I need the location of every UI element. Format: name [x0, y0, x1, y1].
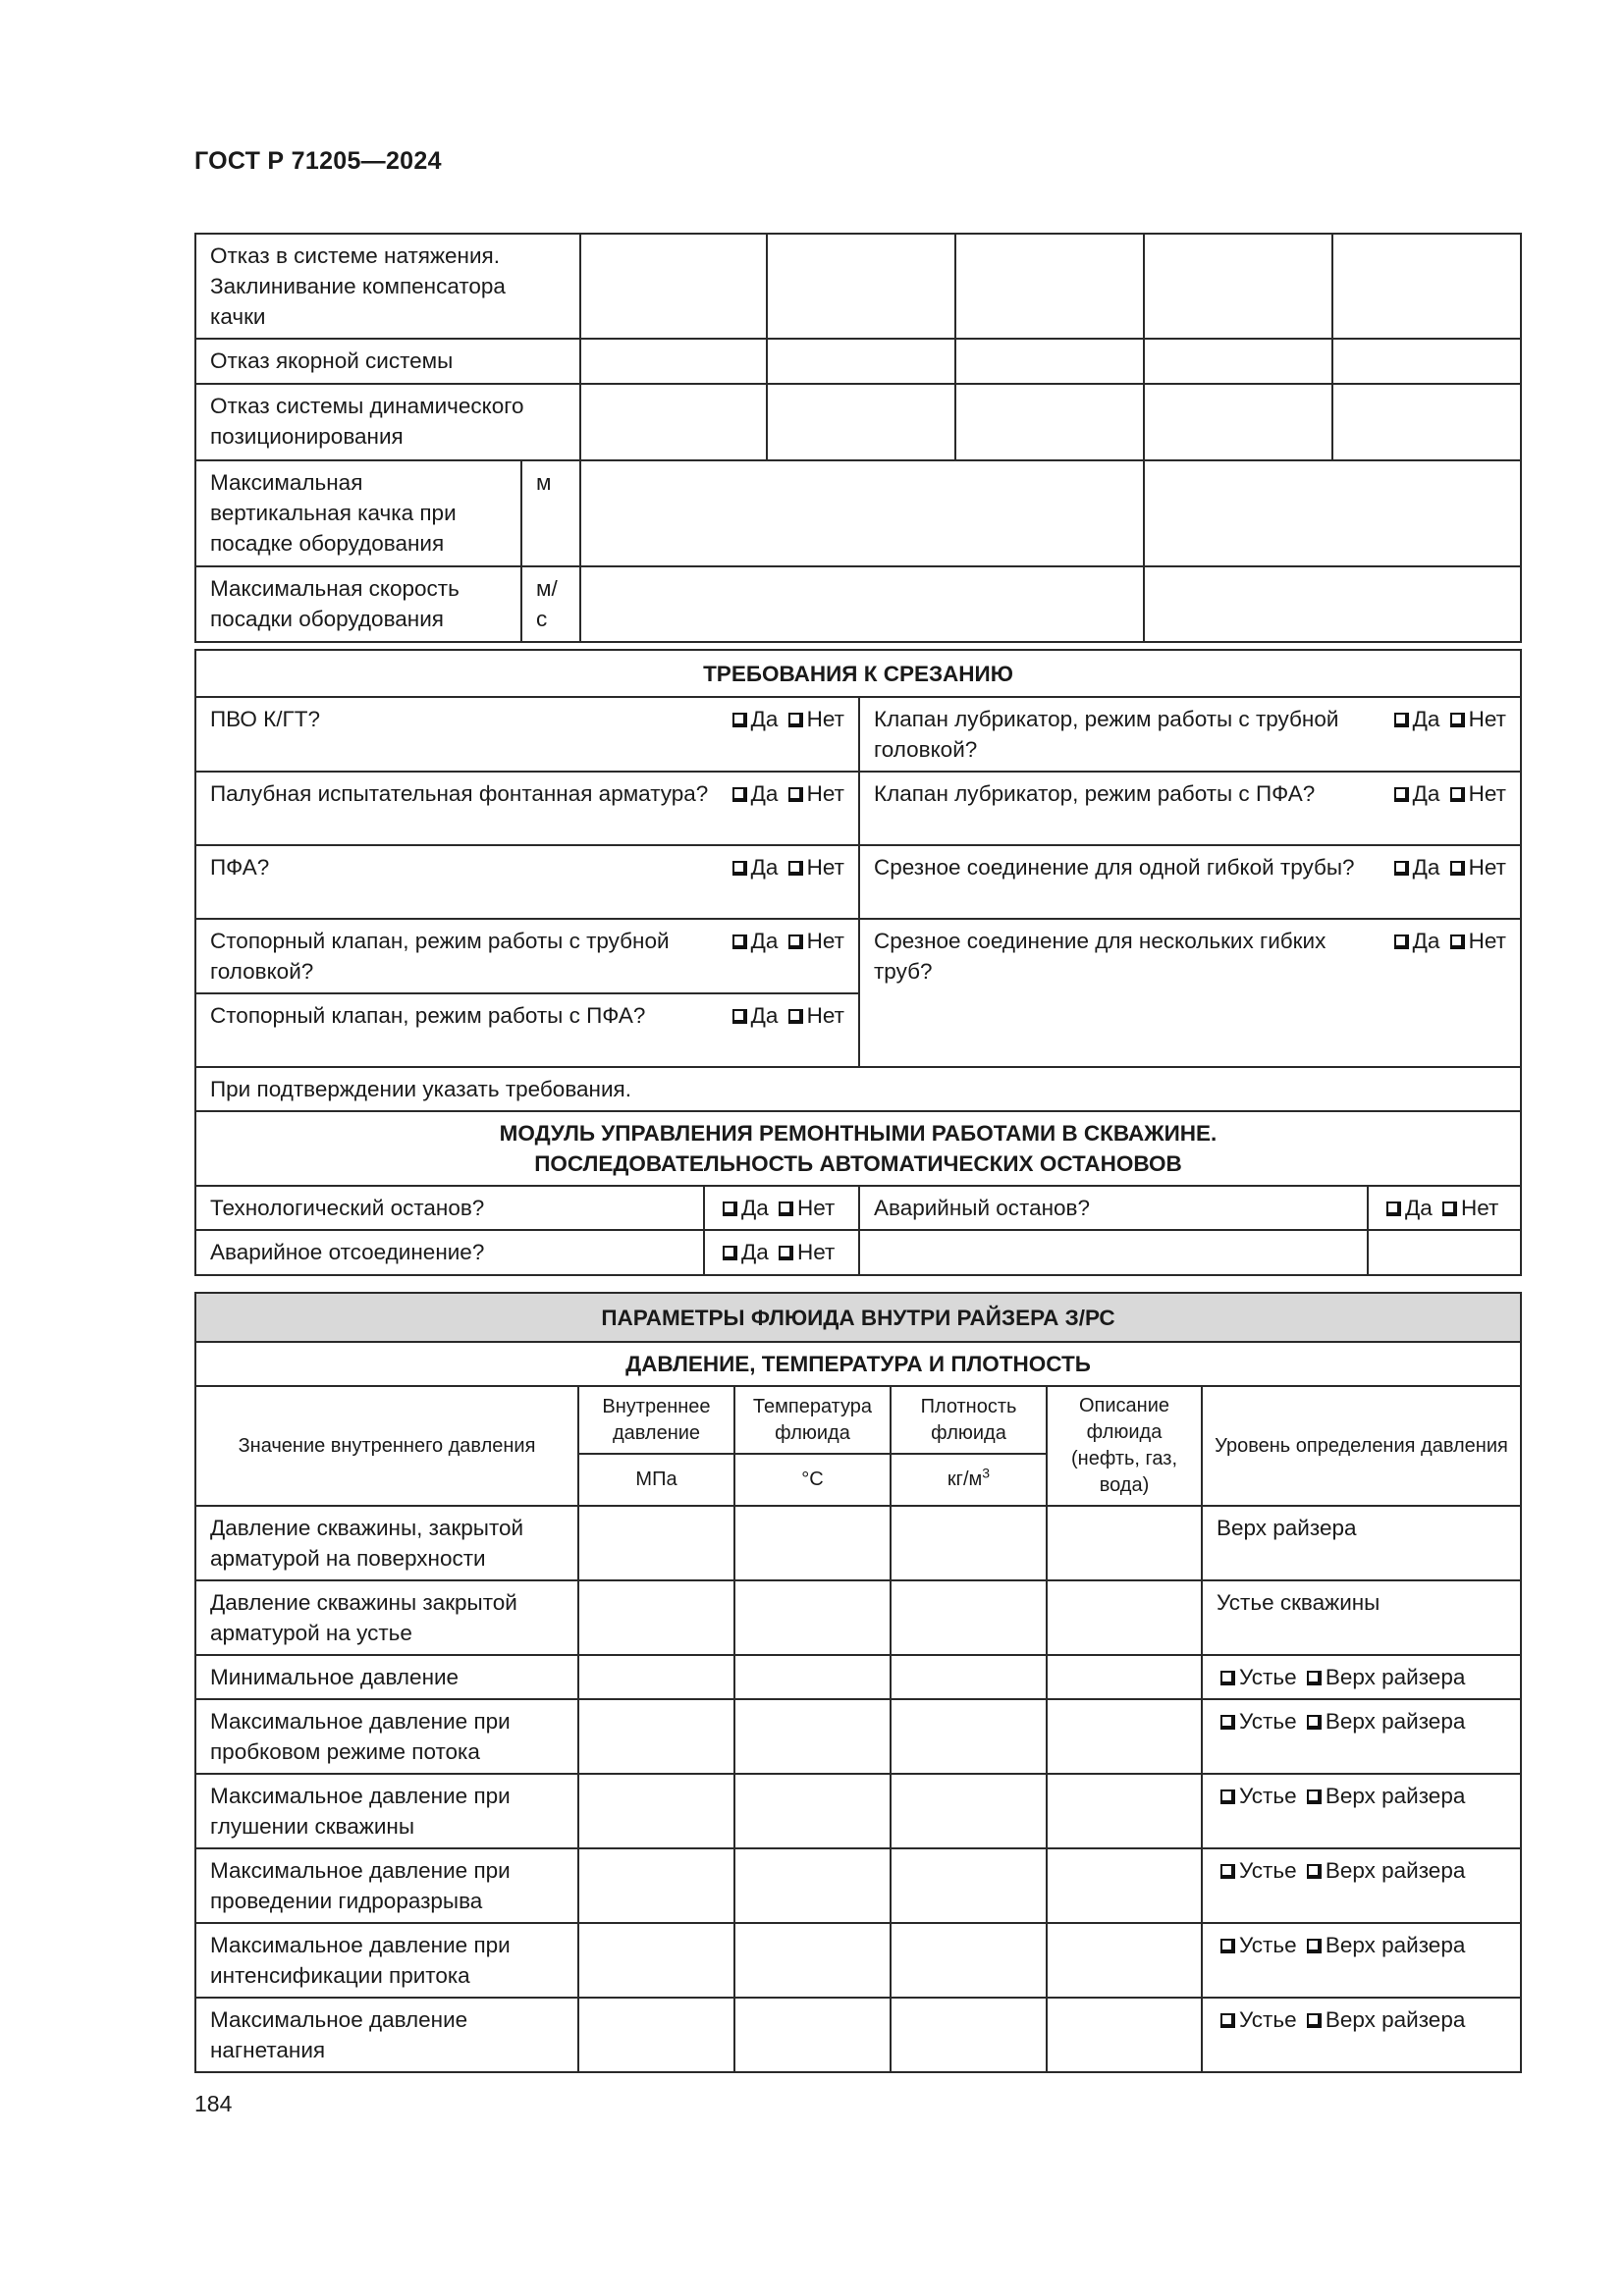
row-label: Отказ в системе натяжения. Заклинивание компенсатора качки — [195, 234, 580, 339]
wellhead-option[interactable]: Устье — [1217, 1665, 1297, 1689]
value-cell[interactable] — [578, 1923, 734, 1998]
row-label: Минимальное давление — [195, 1655, 578, 1699]
yes-option[interactable]: Да — [729, 855, 779, 880]
yes-no-question — [210, 1000, 844, 1031]
table-row — [195, 1848, 1521, 1923]
row-label: Отказ системы динамического позиционирования — [195, 384, 580, 460]
yes-option[interactable]: Да — [1390, 929, 1440, 953]
value-cell[interactable] — [1047, 1699, 1202, 1774]
value-cell[interactable] — [1144, 339, 1332, 384]
riser-top-option[interactable]: Верх райзера — [1303, 2007, 1465, 2032]
value-cell[interactable] — [580, 339, 767, 384]
table-row — [195, 1342, 1521, 1386]
value-cell[interactable] — [1144, 384, 1332, 460]
value-cell[interactable] — [1047, 1774, 1202, 1848]
question-text: Клапан лубрикатор, режим работы с ПФА? — [874, 781, 1316, 806]
checkbox-icon[interactable] — [788, 713, 803, 727]
value-cell[interactable] — [1047, 1655, 1202, 1699]
checkbox-icon[interactable] — [723, 1201, 737, 1216]
table-row — [195, 1293, 1521, 1342]
yes-option[interactable]: Да — [1390, 707, 1440, 731]
value-cell[interactable] — [734, 1580, 891, 1655]
checkbox-icon[interactable] — [1220, 2013, 1235, 2028]
table-row — [195, 566, 1521, 642]
value-cell[interactable] — [891, 1580, 1047, 1655]
wellhead-option[interactable]: Устье — [1217, 1933, 1297, 1957]
level-options — [1202, 1998, 1521, 2072]
value-cell[interactable] — [578, 1580, 734, 1655]
level-options — [1202, 1923, 1521, 1998]
value-cell[interactable] — [891, 1655, 1047, 1699]
level-options — [1202, 1848, 1521, 1923]
checkbox-icon[interactable] — [1220, 1939, 1235, 1953]
yes-option[interactable]: Да — [719, 1196, 769, 1220]
column-header: Температура флюида — [734, 1386, 891, 1454]
note-text: При подтверждении указать требования. — [195, 1067, 1521, 1111]
table-row — [195, 919, 1521, 993]
section-title: ПАРАМЕТРЫ ФЛЮИДА ВНУТРИ РАЙЗЕРА З/РС — [195, 1293, 1521, 1342]
row-label: Максимальное давление нагнетания — [195, 1998, 578, 2072]
value-cell[interactable] — [580, 234, 767, 339]
table-row — [195, 1230, 1521, 1275]
failure-parameters-table — [194, 233, 1522, 643]
yes-option[interactable]: Да — [729, 1003, 779, 1028]
unit-cell: м/с — [521, 566, 580, 642]
yes-no-question — [210, 926, 844, 987]
row-label: Максимальное давление при проведении гидроразрыва — [195, 1848, 578, 1923]
checkbox-icon[interactable] — [779, 1246, 793, 1260]
unit-header: $кг/м^3$ — [891, 1454, 1047, 1506]
shear-requirements-table — [194, 649, 1522, 1276]
yes-option[interactable]: Да — [719, 1240, 769, 1264]
no-option[interactable]: Нет — [1446, 929, 1506, 953]
question-text: Стопорный клапан, режим работы с трубной головкой? — [210, 929, 670, 984]
yes-option[interactable]: Да — [729, 929, 779, 953]
row-label: Максимальная вертикальная качка при посадке оборудования — [195, 460, 521, 566]
no-option[interactable]: Нет — [775, 1196, 835, 1220]
unit-header: °С — [734, 1454, 891, 1506]
table-row — [195, 460, 1521, 566]
table-row — [195, 1699, 1521, 1774]
fluid-parameters-table — [194, 1292, 1522, 2073]
table-row — [195, 384, 1521, 460]
table-row — [195, 234, 1521, 339]
checkbox-icon[interactable] — [732, 787, 747, 802]
no-option[interactable]: Нет — [785, 855, 844, 880]
row-label: Отказ якорной системы — [195, 339, 580, 384]
column-header: Значение внутреннего давления — [195, 1386, 578, 1506]
row-label: Максимальная скорость посадки оборудования — [195, 566, 521, 642]
checkbox-icon[interactable] — [788, 1009, 803, 1024]
row-label: Максимальное давление при глушении скважины — [195, 1774, 578, 1848]
riser-top-option[interactable]: Верх райзера — [1303, 1709, 1465, 1734]
question-text: Технологический останов? — [195, 1186, 704, 1230]
value-cell[interactable] — [955, 234, 1144, 339]
value-cell[interactable] — [1144, 566, 1521, 642]
checkbox-icon[interactable] — [1307, 1939, 1322, 1953]
row-label: Давление скважины, закрытой арматурой на поверхности — [195, 1506, 578, 1580]
value-cell[interactable] — [578, 1848, 734, 1923]
checkbox-icon[interactable] — [1386, 1201, 1401, 1216]
value-cell[interactable] — [734, 1506, 891, 1580]
level-text: Устье скважины — [1202, 1580, 1521, 1655]
value-cell[interactable] — [1332, 234, 1521, 339]
no-option[interactable]: Нет — [1446, 707, 1506, 731]
level-options — [1202, 1655, 1521, 1699]
value-cell[interactable] — [1047, 1506, 1202, 1580]
value-cell[interactable] — [1332, 384, 1521, 460]
checkbox-icon[interactable] — [1450, 787, 1465, 802]
yes-no-question — [874, 778, 1506, 809]
value-cell[interactable] — [578, 1699, 734, 1774]
value-cell[interactable] — [580, 460, 1144, 566]
value-cell[interactable] — [580, 566, 1144, 642]
question-text: Стопорный клапан, режим работы с ПФА? — [210, 1003, 646, 1028]
value-cell[interactable] — [734, 1655, 891, 1699]
checkbox-icon[interactable] — [1450, 934, 1465, 949]
level-text: Верх райзера — [1202, 1506, 1521, 1580]
no-option[interactable]: Нет — [785, 781, 844, 806]
yes-no-question — [210, 778, 844, 809]
question-text: ПФА? — [210, 855, 270, 880]
yes-option[interactable]: Да — [1382, 1196, 1433, 1220]
no-option[interactable]: Нет — [1446, 781, 1506, 806]
no-option[interactable]: Нет — [785, 929, 844, 953]
table-row — [195, 1998, 1521, 2072]
value-cell[interactable] — [1332, 339, 1521, 384]
checkbox-icon[interactable] — [1220, 1671, 1235, 1685]
yes-option[interactable]: Да — [1390, 781, 1440, 806]
question-text: Клапан лубрикатор, режим работы с трубной головкой? — [874, 707, 1339, 762]
riser-top-option[interactable]: Верх райзера — [1303, 1933, 1465, 1957]
yes-option[interactable]: Да — [729, 707, 779, 731]
document-header: ГОСТ Р 71205—2024 — [194, 147, 442, 175]
riser-top-option[interactable]: Верх райзера — [1303, 1665, 1465, 1689]
checkbox-icon[interactable] — [1307, 1715, 1322, 1730]
yes-no-question — [210, 704, 844, 734]
table-row — [195, 1923, 1521, 1998]
question-text: Аварийный останов? — [859, 1186, 1368, 1230]
row-label: Максимальное давление при пробковом режиме потока — [195, 1699, 578, 1774]
wellhead-option[interactable]: Устье — [1217, 1784, 1297, 1808]
checkbox-icon[interactable] — [1307, 1864, 1322, 1879]
value-cell[interactable] — [578, 1774, 734, 1848]
checkbox-icon[interactable] — [732, 1009, 747, 1024]
value-cell[interactable] — [1047, 1923, 1202, 1998]
question-text: Срезное соединение для нескольких гибких труб? — [874, 929, 1326, 984]
question-text: Срезное соединение для одной гибкой трубы? — [874, 855, 1355, 880]
section-subtitle: ДАВЛЕНИЕ, ТЕМПЕРАТУРА И ПЛОТНОСТЬ — [195, 1342, 1521, 1386]
value-cell[interactable] — [891, 1506, 1047, 1580]
value-cell[interactable] — [955, 339, 1144, 384]
value-cell[interactable] — [734, 1923, 891, 1998]
value-cell[interactable] — [891, 1699, 1047, 1774]
checkbox-icon[interactable] — [788, 861, 803, 876]
question-text: Палубная испытательная фонтанная арматура? — [210, 781, 709, 806]
column-header: Внутреннее давление — [578, 1386, 734, 1454]
checkbox-icon[interactable] — [788, 934, 803, 949]
table-row — [195, 697, 1521, 772]
unit-cell: м — [521, 460, 580, 566]
value-cell[interactable] — [734, 1699, 891, 1774]
level-options — [1202, 1699, 1521, 1774]
value-cell[interactable] — [1144, 234, 1332, 339]
value-cell[interactable] — [1047, 1848, 1202, 1923]
checkbox-icon[interactable] — [788, 787, 803, 802]
yes-no-question — [210, 852, 844, 882]
no-option[interactable]: Нет — [1438, 1196, 1498, 1220]
checkbox-icon[interactable] — [1450, 713, 1465, 727]
table-row — [195, 1186, 1521, 1230]
value-cell[interactable] — [767, 384, 955, 460]
table-row — [195, 1067, 1521, 1111]
value-cell[interactable] — [891, 1998, 1047, 2072]
unit-header: МПа — [578, 1454, 734, 1506]
value-cell[interactable] — [734, 1848, 891, 1923]
no-option[interactable]: Нет — [775, 1240, 835, 1264]
question-text: Аварийное отсоединение? — [195, 1230, 704, 1275]
value-cell[interactable] — [891, 1774, 1047, 1848]
section-title: МОДУЛЬ УПРАВЛЕНИЯ РЕМОНТНЫМИ РАБОТАМИ В СКВАЖИНЕ. ПОСЛЕДОВАТЕЛЬНОСТЬ АВТОМАТИЧЕСКИХ ОСТАНОВОВ — [195, 1111, 1521, 1186]
value-cell[interactable] — [891, 1848, 1047, 1923]
table-row — [195, 1506, 1521, 1580]
row-label: Давление скважины закрытой арматурой на устье — [195, 1580, 578, 1655]
checkbox-icon[interactable] — [779, 1201, 793, 1216]
yes-option[interactable]: Да — [1390, 855, 1440, 880]
row-label: Максимальное давление при интенсификации притока — [195, 1923, 578, 1998]
yes-no-options — [1368, 1186, 1521, 1230]
no-option[interactable]: Нет — [785, 1003, 844, 1028]
table-row — [195, 1655, 1521, 1699]
no-option[interactable]: Нет — [1446, 855, 1506, 880]
table-row — [195, 1774, 1521, 1848]
column-header: Плотность флюида — [891, 1386, 1047, 1454]
yes-no-options — [704, 1186, 859, 1230]
empty-cell — [859, 1230, 1368, 1275]
value-cell[interactable] — [1047, 1580, 1202, 1655]
value-cell[interactable] — [767, 234, 955, 339]
checkbox-icon[interactable] — [1394, 787, 1409, 802]
yes-no-question — [874, 852, 1506, 882]
checkbox-icon[interactable] — [1442, 1201, 1457, 1216]
level-options — [1202, 1774, 1521, 1848]
table-row — [195, 1580, 1521, 1655]
yes-no-question — [874, 926, 1506, 987]
checkbox-icon[interactable] — [1450, 861, 1465, 876]
value-cell[interactable] — [955, 384, 1144, 460]
question-text: ПВО К/ГТ? — [210, 707, 320, 731]
yes-no-options — [704, 1230, 859, 1275]
value-cell[interactable] — [734, 1774, 891, 1848]
table-row — [195, 772, 1521, 845]
checkbox-icon[interactable] — [1220, 1864, 1235, 1879]
checkbox-icon[interactable] — [1307, 1671, 1322, 1685]
riser-top-option[interactable]: Верх райзера — [1303, 1858, 1465, 1883]
column-header: Уровень определения давления — [1202, 1386, 1521, 1506]
section-title: ТРЕБОВАНИЯ К СРЕЗАНИЮ — [195, 650, 1521, 697]
checkbox-icon[interactable] — [1220, 1715, 1235, 1730]
no-option[interactable]: Нет — [785, 707, 844, 731]
checkbox-icon[interactable] — [1220, 1789, 1235, 1804]
value-cell[interactable] — [578, 1655, 734, 1699]
checkbox-icon[interactable] — [732, 861, 747, 876]
table-row — [195, 1111, 1521, 1186]
checkbox-icon[interactable] — [1394, 713, 1409, 727]
empty-cell — [1368, 1230, 1521, 1275]
value-cell[interactable] — [1047, 1998, 1202, 2072]
value-cell[interactable] — [734, 1998, 891, 2072]
value-cell[interactable] — [767, 339, 955, 384]
checkbox-icon[interactable] — [723, 1246, 737, 1260]
value-cell[interactable] — [578, 1506, 734, 1580]
value-cell[interactable] — [578, 1998, 734, 2072]
table-row — [195, 339, 1521, 384]
value-cell[interactable] — [1144, 460, 1521, 566]
page-number: 184 — [194, 2091, 233, 2116]
wellhead-option[interactable]: Устье — [1217, 2007, 1297, 2032]
checkbox-icon[interactable] — [1307, 2013, 1322, 2028]
checkbox-icon[interactable] — [1307, 1789, 1322, 1804]
wellhead-option[interactable]: Устье — [1217, 1709, 1297, 1734]
table-header-row — [195, 1386, 1521, 1454]
value-cell[interactable] — [891, 1923, 1047, 1998]
riser-top-option[interactable]: Верх райзера — [1303, 1784, 1465, 1808]
value-cell[interactable] — [580, 384, 767, 460]
column-header: Описание флюида (нефть, газ, вода) — [1047, 1386, 1202, 1506]
checkbox-icon[interactable] — [1394, 861, 1409, 876]
checkbox-icon[interactable] — [1394, 934, 1409, 949]
yes-option[interactable]: Да — [729, 781, 779, 806]
wellhead-option[interactable]: Устье — [1217, 1858, 1297, 1883]
checkbox-icon[interactable] — [732, 713, 747, 727]
checkbox-icon[interactable] — [732, 934, 747, 949]
table-row — [195, 650, 1521, 697]
table-row — [195, 845, 1521, 919]
yes-no-question — [874, 704, 1506, 765]
